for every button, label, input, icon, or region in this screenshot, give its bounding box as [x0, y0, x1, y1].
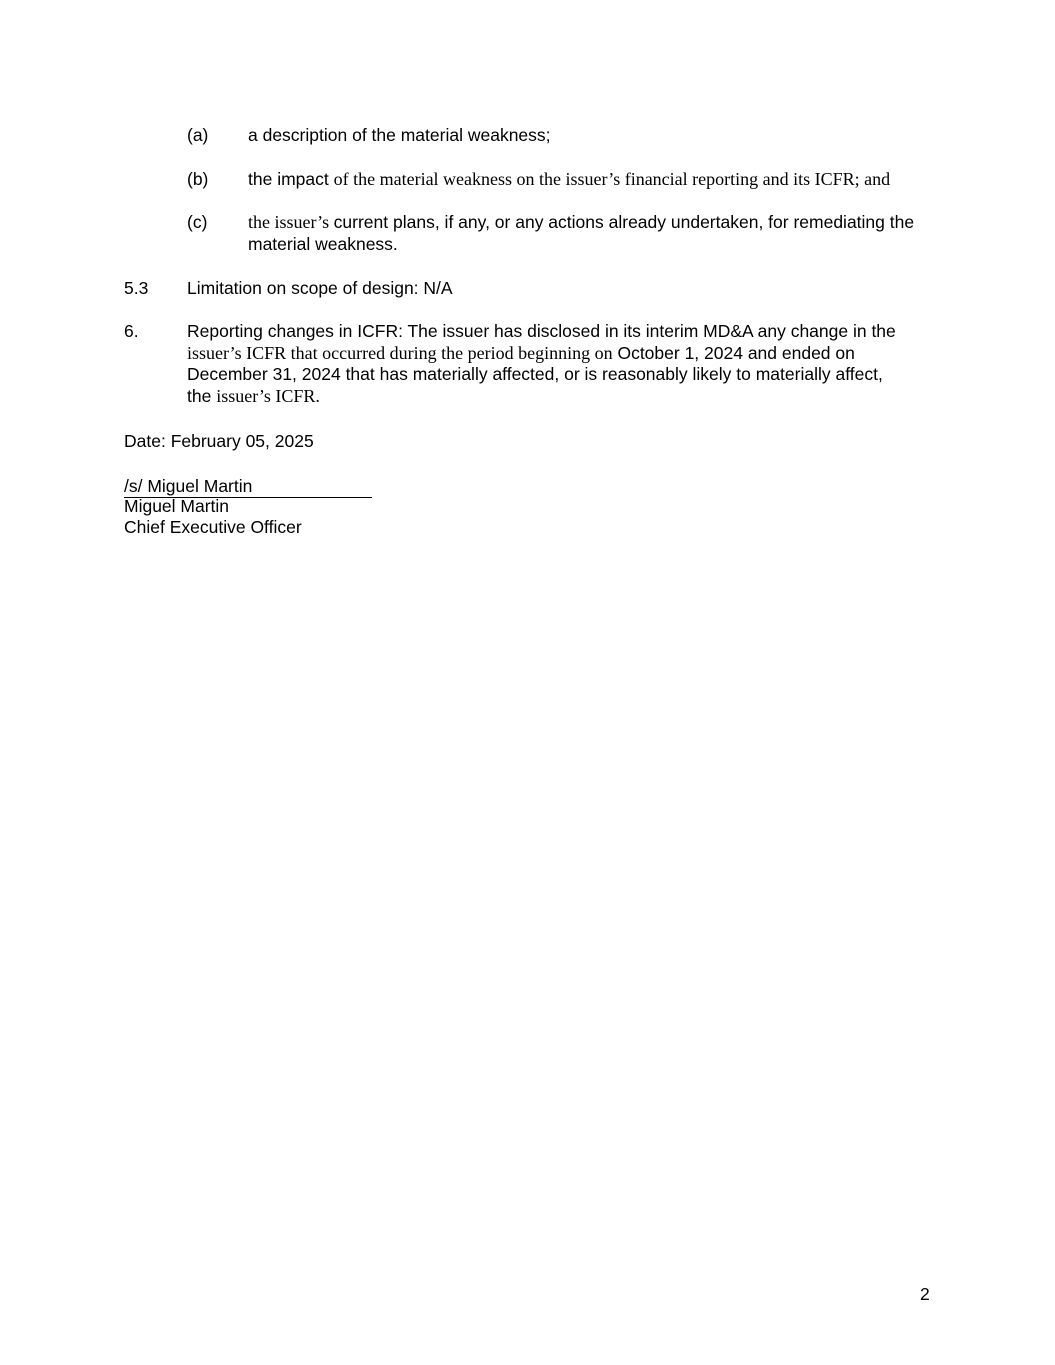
section-6-text-part1: Reporting changes in ICFR: The issuer has disclosed in its interim MD&A any change in the	[187, 321, 896, 341]
signer-title: Chief Executive Officer	[124, 517, 302, 537]
list-marker-a: (a)	[187, 125, 209, 145]
list-item-b	[0, 169, 1055, 191]
list-text-b-serif: of the material weakness on the issuer’s financial reporting and its ICFR; and	[333, 169, 891, 189]
date-line: Date: February 05, 2025	[124, 431, 314, 451]
list-text-b-sans: the impact	[248, 169, 334, 189]
list-text-c-sans: current plans, if any, or any actions already undertaken, for remediating the material weakness.	[248, 212, 915, 254]
section-6-text-part4: issuer’s ICFR.	[216, 385, 320, 406]
signature-line	[124, 476, 372, 498]
list-text-b	[248, 169, 890, 191]
page-number: 2	[920, 1284, 930, 1304]
list-marker-b: (b)	[187, 169, 209, 189]
list-text-c	[248, 212, 916, 255]
list-marker-c: (c)	[187, 212, 208, 232]
section-6-text-part3: October 1, 2024 and ended on December 31, 2024 that has materially affected, or is reasonably likely to materially affect, the	[187, 342, 883, 406]
section-6-text-part2: issuer’s ICFR that occurred during the period beginning on	[187, 342, 613, 363]
section-5-3	[0, 278, 1055, 300]
section-5-3-text: Limitation on scope of design: N/A	[187, 278, 453, 298]
list-item-c	[0, 212, 1055, 256]
signer-name: Miguel Martin	[124, 496, 230, 516]
section-6	[0, 321, 1055, 409]
section-6-number: 6.	[124, 321, 139, 341]
section-6-text	[187, 321, 909, 407]
signature-text: /s/ Miguel Martin	[124, 476, 253, 496]
list-text-a: a description of the material weakness;	[248, 125, 551, 145]
section-5-3-number: 5.3	[124, 278, 149, 298]
list-item-a	[0, 125, 1055, 147]
list-text-c-serif: the issuer’s	[248, 212, 334, 232]
